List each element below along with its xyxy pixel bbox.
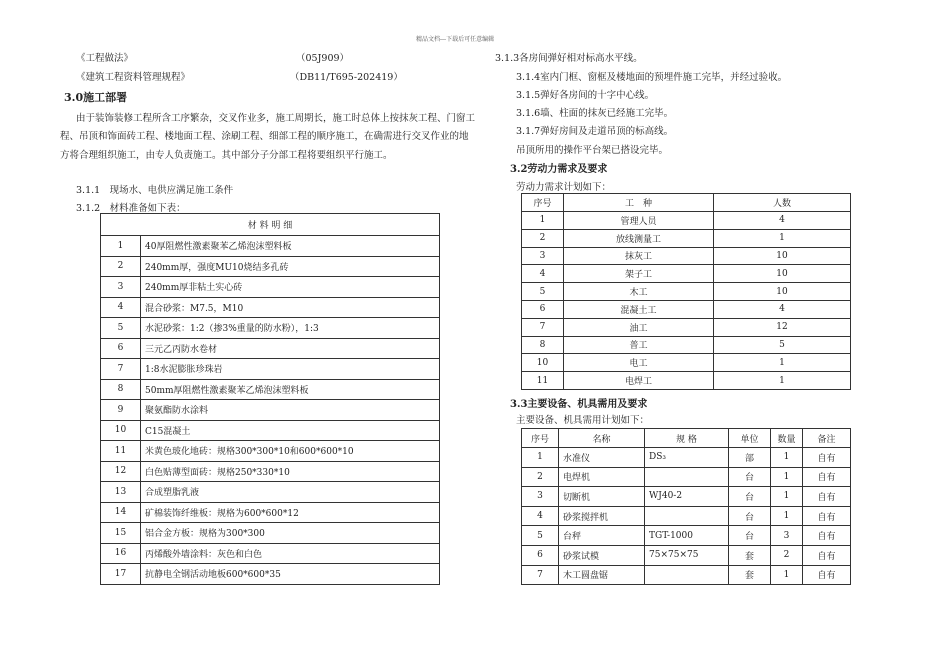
labor-type: 架子工 — [564, 265, 714, 283]
material-row — [101, 359, 440, 380]
material-row — [101, 297, 440, 318]
labor-no: 8 — [522, 336, 564, 354]
equip-header-name: 名称 — [559, 429, 645, 448]
equip-remark: 自有 — [803, 545, 851, 565]
materials-header-row — [101, 214, 440, 236]
material-text: 合成塑脂乳液 — [141, 482, 440, 503]
equip-intro: 主要设备、机具需用计划如下： — [516, 415, 650, 426]
material-row — [101, 338, 440, 359]
equip-row — [522, 448, 851, 468]
material-text: 1:8水泥膨胀珍珠岩 — [141, 359, 440, 380]
equip-qty: 1 — [771, 448, 803, 468]
labor-row — [522, 212, 851, 230]
material-no: 7 — [101, 359, 141, 380]
equip-name: 切断机 — [559, 487, 645, 507]
material-row — [101, 543, 440, 564]
material-row — [101, 523, 440, 544]
ref-2-name: 《建筑工程资料管理规程》 — [76, 72, 191, 83]
labor-count: 4 — [714, 300, 851, 318]
equip-name: 水准仪 — [559, 448, 645, 468]
labor-body — [522, 212, 851, 390]
item-3-1-1: 3.1.1 现场水、电供应满足施工条件 — [76, 185, 234, 196]
item-3-1-7: 3.1.7弹好房间及走道吊顶的标高线。 — [516, 126, 674, 137]
labor-type: 电工 — [564, 354, 714, 372]
ref-1-code: （05J909） — [296, 53, 350, 64]
equip-header-spec: 规 格 — [645, 429, 729, 448]
item-3-1-5: 3.1.5弹好各房间的十字中心线。 — [516, 90, 655, 101]
labor-table — [521, 193, 851, 390]
equip-title: 3.3主要设备、机具需用及要求 — [510, 399, 648, 410]
material-no: 8 — [101, 379, 141, 400]
material-no: 13 — [101, 482, 141, 503]
equip-spec: 75×75×75 — [645, 545, 729, 565]
material-text: 丙烯酸外墙涂料：灰色和白色 — [141, 543, 440, 564]
labor-count: 10 — [714, 247, 851, 265]
labor-intro: 劳动力需求计划如下： — [516, 182, 612, 193]
material-no: 12 — [101, 461, 141, 482]
labor-row — [522, 247, 851, 265]
material-text: 混合砂浆：M7.5，M10 — [141, 297, 440, 318]
equip-qty: 1 — [771, 565, 803, 585]
item-3-1-2: 3.1.2 材料准备如下表： — [76, 203, 186, 214]
equip-no: 3 — [522, 487, 559, 507]
equip-unit: 台 — [729, 526, 771, 546]
equip-name: 电焊机 — [559, 467, 645, 487]
labor-row — [522, 372, 851, 390]
material-text: 40厚阻燃性激素聚苯乙烯泡沫塑料板 — [141, 236, 440, 257]
equip-remark: 自有 — [803, 448, 851, 468]
material-text: 水泥砂浆：1:2（掺3%重量的防水粉），1:3 — [141, 318, 440, 339]
labor-no: 6 — [522, 300, 564, 318]
equip-spec: WJ40-2 — [645, 487, 729, 507]
material-row — [101, 461, 440, 482]
equip-no: 2 — [522, 467, 559, 487]
material-row — [101, 277, 440, 298]
equip-unit: 台 — [729, 467, 771, 487]
equip-spec — [645, 467, 729, 487]
material-text: 三元乙丙防水卷材 — [141, 338, 440, 359]
para-line-3: 方将合理组织施工，由专人负责施工。其中部分子分部工程将要组织平行施工。 — [60, 150, 393, 161]
material-text: 铝合金方板：规格为300*300 — [141, 523, 440, 544]
material-no: 5 — [101, 318, 141, 339]
equip-unit: 台 — [729, 506, 771, 526]
labor-no: 11 — [522, 372, 564, 390]
material-text: 抗静电全钢活动地板600*600*35 — [141, 564, 440, 585]
material-text: 50mm厚阻燃性激素聚苯乙烯泡沫塑料板 — [141, 379, 440, 400]
equip-no: 7 — [522, 565, 559, 585]
material-text: 240mm厚非粘土实心砖 — [141, 277, 440, 298]
equip-unit: 部 — [729, 448, 771, 468]
equip-name: 木工圆盘锯 — [559, 565, 645, 585]
labor-row — [522, 354, 851, 372]
equip-header-row — [522, 429, 851, 448]
material-text: 240mm厚，强度MU10烧结多孔砖 — [141, 256, 440, 277]
labor-no: 10 — [522, 354, 564, 372]
material-text: 米黄色玻化地砖：规格300*300*10和600*600*10 — [141, 441, 440, 462]
material-no: 14 — [101, 502, 141, 523]
material-row — [101, 482, 440, 503]
equip-row — [522, 487, 851, 507]
equip-qty: 1 — [771, 487, 803, 507]
equip-row — [522, 565, 851, 585]
material-no: 6 — [101, 338, 141, 359]
labor-title: 3.2劳动力需求及要求 — [510, 164, 608, 175]
equip-qty: 3 — [771, 526, 803, 546]
labor-no: 1 — [522, 212, 564, 230]
equip-spec: DS₃ — [645, 448, 729, 468]
labor-header-count: 人数 — [714, 194, 851, 212]
labor-count: 1 — [714, 229, 851, 247]
labor-type: 木工 — [564, 283, 714, 301]
labor-type: 普工 — [564, 336, 714, 354]
equip-unit: 台 — [729, 487, 771, 507]
equip-spec — [645, 565, 729, 585]
equip-body — [522, 448, 851, 585]
equip-row — [522, 506, 851, 526]
equip-unit: 套 — [729, 545, 771, 565]
ref-2-code: （DB11/T695-202419） — [290, 72, 403, 83]
material-no: 11 — [101, 441, 141, 462]
material-text: C15混凝土 — [141, 420, 440, 441]
labor-count: 1 — [714, 372, 851, 390]
material-row — [101, 379, 440, 400]
equip-qty: 1 — [771, 506, 803, 526]
equip-remark: 自有 — [803, 565, 851, 585]
equip-remark: 自有 — [803, 467, 851, 487]
labor-count: 12 — [714, 318, 851, 336]
labor-count: 10 — [714, 283, 851, 301]
material-row — [101, 318, 440, 339]
labor-type: 混凝土工 — [564, 300, 714, 318]
material-row — [101, 564, 440, 585]
para-line-2: 程、吊顶和饰面砖工程、楼地面工程、涂刷工程、细部工程的顺序施工，在确需进行交叉作业的地 — [60, 131, 469, 142]
equip-row — [522, 467, 851, 487]
labor-type: 油工 — [564, 318, 714, 336]
labor-no: 7 — [522, 318, 564, 336]
equip-remark: 自有 — [803, 506, 851, 526]
equip-no: 1 — [522, 448, 559, 468]
equip-no: 6 — [522, 545, 559, 565]
labor-type: 电焊工 — [564, 372, 714, 390]
labor-no: 4 — [522, 265, 564, 283]
section-title: 3.0施工部署 — [64, 91, 128, 104]
labor-no: 5 — [522, 283, 564, 301]
materials-body — [101, 236, 440, 585]
material-no: 9 — [101, 400, 141, 421]
materials-header: 材 料 明 细 — [101, 214, 440, 236]
labor-count: 5 — [714, 336, 851, 354]
material-text: 矿棉装饰纤维板：规格为600*600*12 — [141, 502, 440, 523]
equip-row — [522, 526, 851, 546]
material-no: 4 — [101, 297, 141, 318]
material-row — [101, 400, 440, 421]
labor-row — [522, 336, 851, 354]
material-text: 聚氨酯防水涂料 — [141, 400, 440, 421]
equip-qty: 2 — [771, 545, 803, 565]
materials-table — [100, 213, 440, 585]
equip-no: 4 — [522, 506, 559, 526]
equip-spec — [645, 506, 729, 526]
labor-count: 10 — [714, 265, 851, 283]
labor-type: 放线测量工 — [564, 229, 714, 247]
labor-header-type: 工 种 — [564, 194, 714, 212]
item-3-1-3: 3.1.3各房间弹好相对标高水平线。 — [495, 53, 643, 64]
labor-count: 4 — [714, 212, 851, 230]
item-3-1-4: 3.1.4室内门框、窗框及楼地面的预埋件施工完毕，并经过验收。 — [516, 72, 788, 83]
material-no: 15 — [101, 523, 141, 544]
equip-no: 5 — [522, 526, 559, 546]
equip-qty: 1 — [771, 467, 803, 487]
material-text: 白色贴薄型面砖：规格250*330*10 — [141, 461, 440, 482]
material-no: 17 — [101, 564, 141, 585]
labor-row — [522, 265, 851, 283]
labor-header-row — [522, 194, 851, 212]
material-no: 16 — [101, 543, 141, 564]
equip-header-qty: 数量 — [771, 429, 803, 448]
equip-row — [522, 545, 851, 565]
material-no: 2 — [101, 256, 141, 277]
labor-row — [522, 229, 851, 247]
equip-header-no: 序号 — [522, 429, 559, 448]
labor-type: 管理人员 — [564, 212, 714, 230]
labor-row — [522, 318, 851, 336]
labor-no: 2 — [522, 229, 564, 247]
equip-remark: 自有 — [803, 487, 851, 507]
equip-header-remark: 备注 — [803, 429, 851, 448]
ref-1-name: 《工程做法》 — [76, 53, 134, 64]
material-no: 3 — [101, 277, 141, 298]
labor-no: 3 — [522, 247, 564, 265]
equip-unit: 套 — [729, 565, 771, 585]
equip-table — [521, 428, 851, 585]
material-row — [101, 236, 440, 257]
labor-type: 抹灰工 — [564, 247, 714, 265]
material-row — [101, 256, 440, 277]
item-3-1-6: 3.1.6墙、柱面的抹灰已经施工完毕。 — [516, 108, 674, 119]
platform-note: 吊顶所用的操作平台架已搭设完毕。 — [516, 145, 669, 156]
material-row — [101, 420, 440, 441]
equip-header-unit: 单位 — [729, 429, 771, 448]
equip-name: 台秤 — [559, 526, 645, 546]
material-no: 1 — [101, 236, 141, 257]
equip-remark: 自有 — [803, 526, 851, 546]
material-row — [101, 441, 440, 462]
equip-name: 砂浆试模 — [559, 545, 645, 565]
header-note: 精品文档---下载后可任意编辑 — [416, 36, 495, 43]
labor-count: 1 — [714, 354, 851, 372]
labor-row — [522, 300, 851, 318]
equip-spec: TGT-1000 — [645, 526, 729, 546]
equip-name: 砂浆搅拌机 — [559, 506, 645, 526]
para-line-1: 由于装饰装修工程所含工序繁杂，交叉作业多，施工周期长，施工时总体上按抹灰工程、门窗工 — [76, 113, 476, 124]
material-row — [101, 502, 440, 523]
labor-header-no: 序号 — [522, 194, 564, 212]
material-no: 10 — [101, 420, 141, 441]
labor-row — [522, 283, 851, 301]
